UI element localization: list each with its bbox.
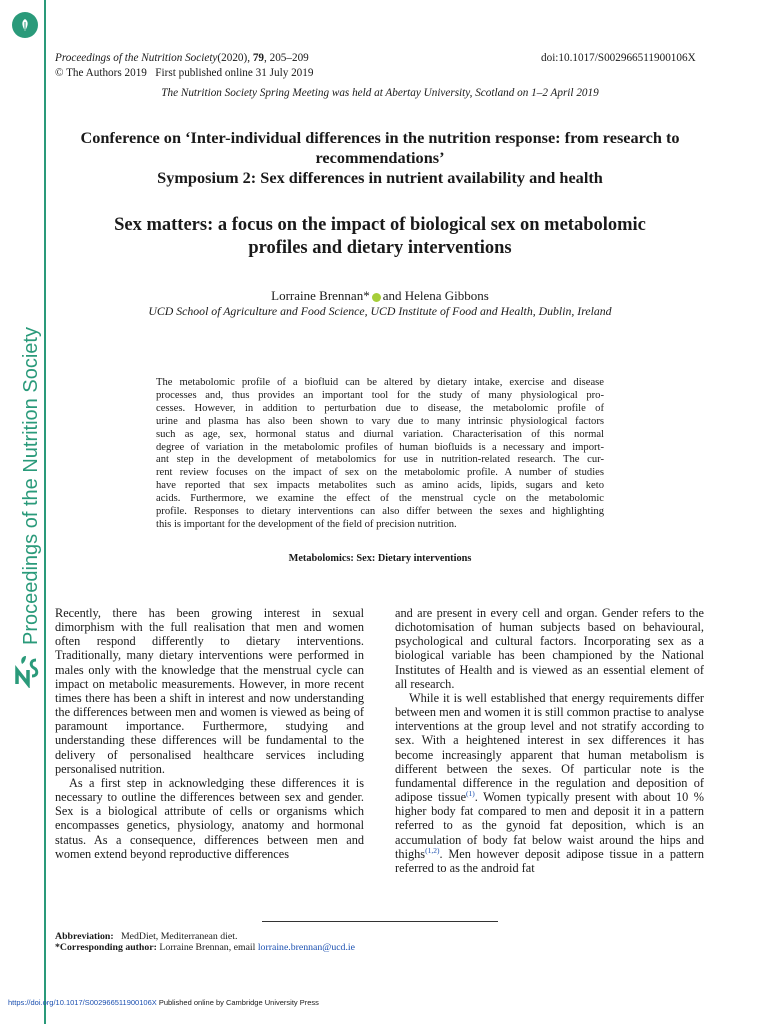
- author-line: [45, 288, 715, 304]
- footnote-divider: [262, 921, 498, 922]
- abbreviation-text: MedDiet, Mediterranean diet.: [120, 931, 238, 942]
- abstract-line: urine and plasma has also been shown to vary due to many intrinsic physiological factors: [156, 415, 604, 427]
- journal-year: (2020),: [217, 52, 253, 64]
- abstract-line: processes and, thus provides an important tool for the study of many physiological pro-: [156, 389, 604, 401]
- abbreviation-label: Abbreviation:: [55, 931, 114, 942]
- left-paragraph-2: As a first step in acknowledging these differences it is necessary to outline the differences between sex and gender. Sex is a biological attribute of cells or organisms which encompasses genetics, physiology, anatomy and hormonal status. As a consequence, differences between men and women extend beyond reproductive differences: [55, 775, 364, 861]
- right-paragraph-2: [395, 691, 704, 875]
- journal-citation: [55, 52, 309, 65]
- doi-label: doi:10.1017/S002966511900106X: [541, 52, 696, 64]
- abstract-line: degree of variation in the metabolomic profiles of human biofluids is a necessary and import-: [156, 441, 604, 453]
- nutrition-society-logo-icon: [14, 650, 40, 688]
- journal-name: Proceedings of the Nutrition Society: [55, 52, 218, 64]
- abstract-line: such as age, sex, hormonal status and diurnal variation. Characterisation of this normal: [156, 428, 604, 440]
- abstract-line: profile. Responses to dietary interventions can also differ between the sexes and highlighting: [156, 506, 604, 518]
- abstract-line: rent review focuses on the impact of sex on the metabolomic profile. A number of studies: [156, 467, 604, 479]
- conference-line-2: recommendations’: [315, 148, 445, 167]
- abstract-line: acids. Furthermore, we examine the effect of the menstrual cycle on the metabolomic: [156, 493, 604, 505]
- copyright-line: [55, 67, 313, 80]
- conference-line-1: Conference on ‘Inter-individual differences in the nutrition response: from research to: [80, 128, 680, 147]
- journal-pages: , 205–209: [264, 52, 309, 64]
- abstract-line: ant step in the development of metabolomics for use in nutrition-related research. The cur-: [156, 454, 604, 466]
- corresponding-author-footnote: [55, 942, 355, 954]
- open-access-icon: [12, 12, 38, 38]
- symposium-line: Symposium 2: Sex differences in nutrient availability and health: [157, 168, 603, 187]
- author-1: Lorraine Brennan*: [271, 288, 370, 303]
- conference-heading: [45, 128, 715, 188]
- article-title-line-1: Sex matters: a focus on the impact of biological sex on metabolomic: [114, 215, 646, 235]
- right-paragraph-1: and are present in every cell and organ. Gender refers to the dichotomisation of human subjects based on behavioural, psychological and cultural factors. Incorporating sex as a biological variable has been championed by the National Institutes of Health and is viewed as an essential element of all research.: [395, 606, 704, 691]
- corresponding-email-link[interactable]: lorraine.brennan@ucd.ie: [257, 942, 355, 953]
- meeting-note: [55, 87, 705, 100]
- bottom-credit: [8, 998, 319, 1007]
- corresponding-author-text: Lorraine Brennan, email: [159, 942, 258, 953]
- meeting-note-text: The Nutrition Society Spring Meeting was held at Abertay University, Scotland on 1–2 April 2019: [161, 87, 599, 99]
- published-by-text: Published online by Cambridge University Press: [156, 998, 319, 1007]
- abstract-line: this is important for the development of the field of precision nutrition.: [156, 518, 457, 530]
- affiliation: UCD School of Agriculture and Food Science, UCD Institute of Food and Health, Dublin, Ireland: [148, 304, 612, 318]
- reference-link-1[interactable]: (1): [466, 788, 475, 798]
- article-title: [45, 214, 715, 260]
- right-column: [395, 606, 704, 875]
- reference-link-1-2[interactable]: (1,2): [425, 845, 440, 855]
- orcid-icon[interactable]: [372, 293, 381, 302]
- corresponding-author-label: *Corresponding author:: [55, 942, 157, 953]
- copyright: © The Authors 2019: [55, 67, 147, 79]
- right-paragraph-2-part-a: While it is well established that energy requirements differ between men and women it is still common practise to analyse interventions at the group level and not stratify according to sex. With a heightened interest in sex differences it has become increasingly apparent that human metabolism is different between the sexes. Of particular note is the fundamental difference in the regulation and deposition of adipose tissue: [395, 690, 704, 805]
- doi-url-link[interactable]: https://doi.org/10.1017/S002966511900106X: [8, 998, 157, 1007]
- abstract-line: cesses. However, in addition to perturbation due to disease, the metabolomic profile of: [156, 402, 604, 414]
- journal-side-label: Proceedings of the Nutrition Society: [20, 327, 42, 645]
- right-paragraph-2-part-c: . Men however deposit adipose tissue in a pattern referred to as the android fat: [395, 846, 704, 875]
- abstract-line: have reported that sex impacts metabolites such as amino acids, lipids, sugars and keto: [156, 480, 604, 492]
- right-paragraph-2-part-b: . Women typically present with about 10 % higher body fat compared to men and deposit it in a pattern referred to as the gynoid fat deposition, which is an accumulation of body fat below waist around the hips and thighs: [395, 790, 704, 861]
- author-2: and Helena Gibbons: [382, 288, 489, 303]
- keywords: Metabolomics: Sex: Dietary interventions: [288, 553, 472, 564]
- abstract: [156, 377, 604, 532]
- first-published: First published online 31 July 2019: [155, 67, 314, 79]
- article-title-line-2: profiles and dietary interventions: [248, 238, 512, 258]
- left-paragraph-1: Recently, there has been growing interest in sexual dimorphism with the full realisation that men and women often respond differently to dietary interventions. Traditionally, many dietary interventions were performed in males only with the knowledge that the menstrual cycle can impact on metabolic measurements. However, in more recent times there has been a shift in interest and now understanding the differences between men and women is viewed as being of paramount importance. Furthermore, studying and understanding these differences will be fundamental to the delivery of personalised healthcare services including personalised nutrition.: [55, 606, 364, 776]
- abstract-line: The metabolomic profile of a biofluid can be altered by dietary intake, exercise and disease: [156, 377, 604, 388]
- journal-volume: 79: [252, 52, 265, 64]
- left-column: [55, 606, 364, 861]
